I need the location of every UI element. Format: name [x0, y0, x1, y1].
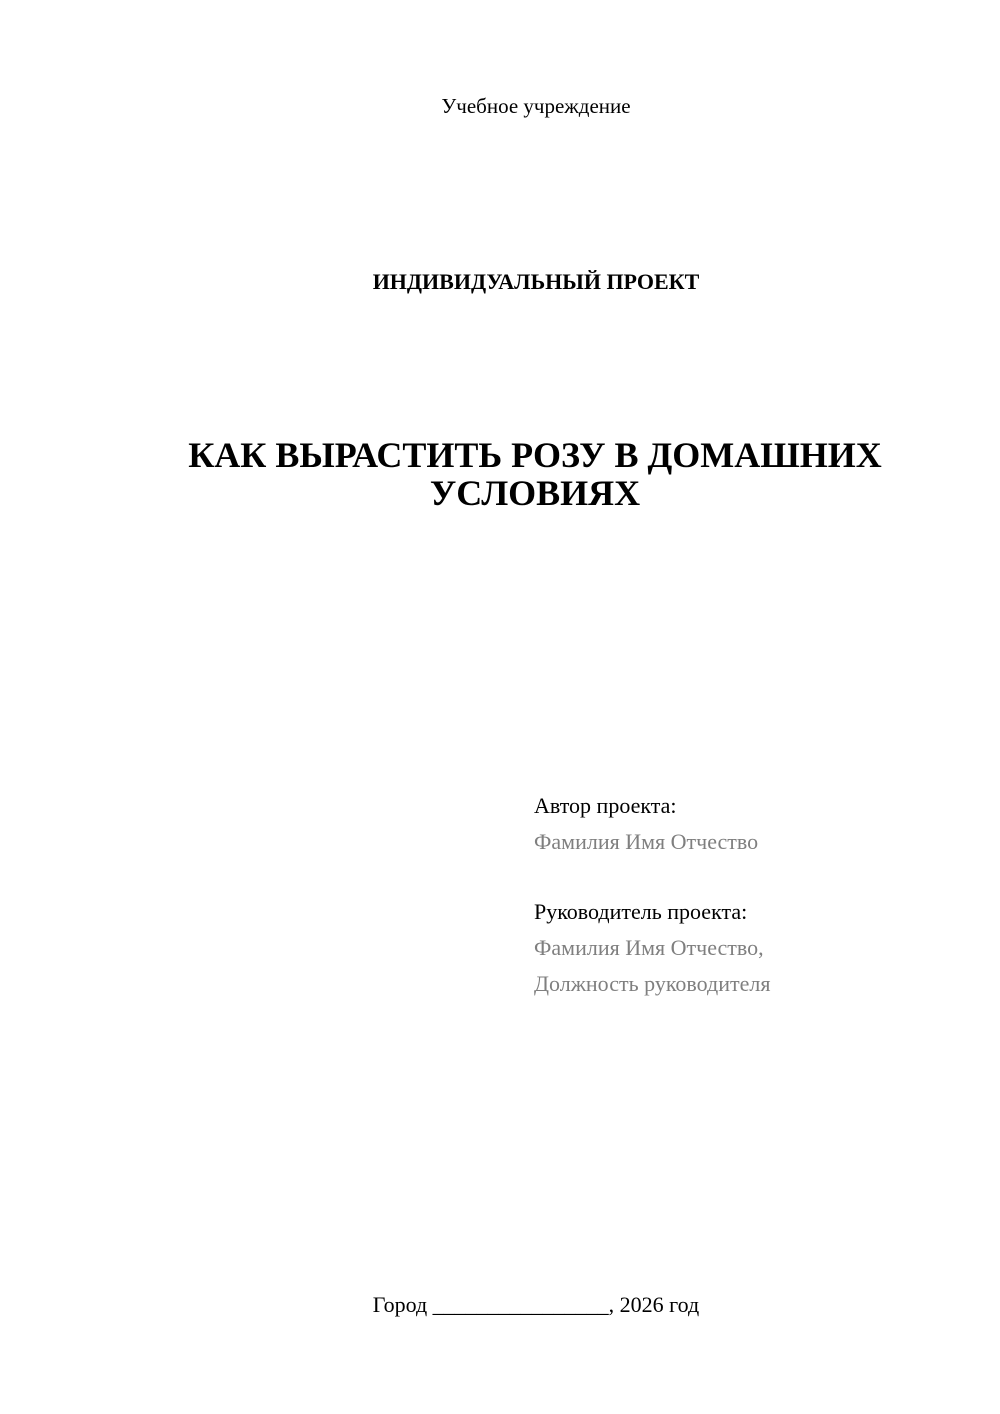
city-year-line: Город ________________, 2026 год — [372, 1292, 700, 1317]
supervisor-label: Руководитель проекта: — [534, 899, 748, 924]
institution-name: Учебное учреждение — [441, 94, 631, 118]
project-title-line-1: КАК ВЫРАСТИТЬ РОЗУ В ДОМАШНИХ — [188, 435, 882, 475]
project-title-line-2: УСЛОВИЯХ — [429, 473, 641, 513]
supervisor-position: Должность руководителя — [534, 971, 771, 996]
author-label: Автор проекта: — [534, 793, 677, 818]
project-title — [120, 436, 950, 512]
author-name: Фамилия Имя Отчество — [534, 829, 759, 854]
document-type: ИНДИВИДУАЛЬНЫЙ ПРОЕКТ — [372, 269, 700, 294]
supervisor-name: Фамилия Имя Отчество, — [534, 935, 764, 960]
info-spacer — [534, 860, 974, 894]
project-info-block — [534, 788, 974, 1002]
